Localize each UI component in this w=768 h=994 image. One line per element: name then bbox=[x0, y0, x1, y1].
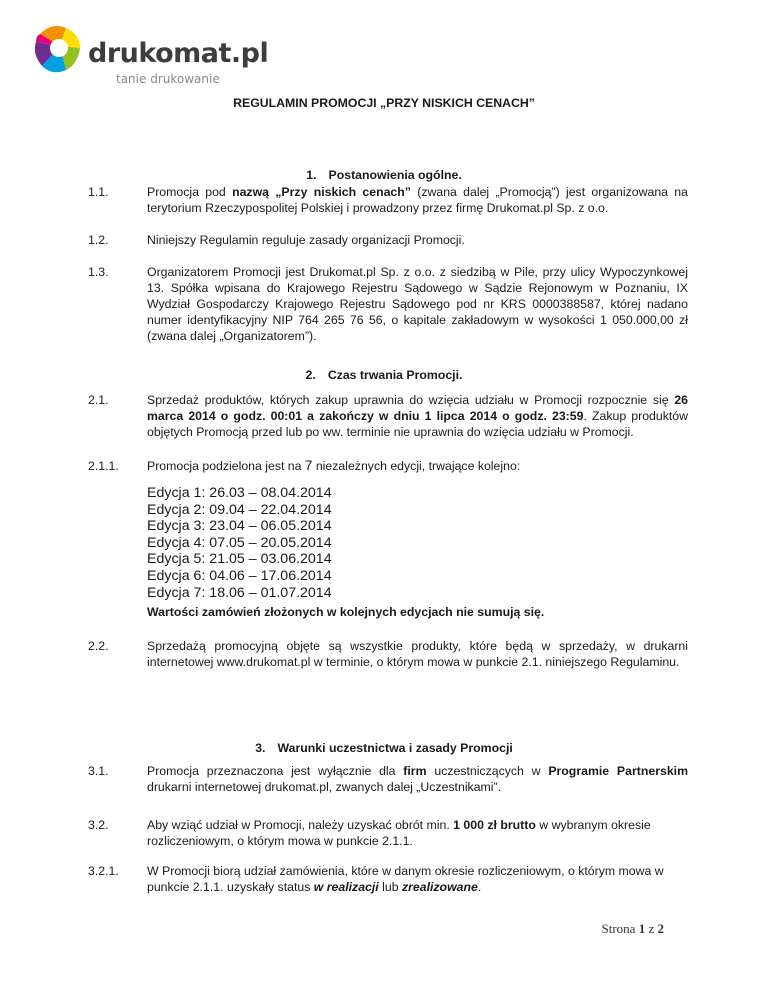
edition-item: Edycja 4: 07.05 – 20.05.2014 bbox=[147, 534, 332, 551]
clause-text: drukarni internetowej drukomat.pl, zwanych dalej „Uczestnikami”. bbox=[147, 780, 502, 794]
status-completed: zrealizowane bbox=[401, 880, 478, 894]
clause-text: niezależnych edycji, trwające kolejno: bbox=[312, 459, 521, 473]
section-3-heading bbox=[0, 741, 768, 755]
footer-label: Strona bbox=[601, 921, 636, 936]
editions-count: 7 bbox=[304, 458, 313, 473]
clause-number: 2.2. bbox=[88, 639, 109, 653]
logo-wordmark: drukomat.pl bbox=[88, 38, 269, 69]
clause-bold-text: 1 000 zł brutto bbox=[453, 818, 536, 832]
clause-body bbox=[147, 763, 688, 795]
clause-text: Sprzedaż produktów, których zakup uprawnia do wzięcia udziału w Promocji rozpocznie się bbox=[147, 393, 675, 407]
clause-text: . Zakup produktów objętych Promocją przed lub po ww. terminie nie uprawnia do wzięcia udziału w Promocji. bbox=[147, 409, 688, 439]
clause-text: w wybranym okresie rozliczeniowym, o którym mowa w punkcie 2.1.1. bbox=[147, 818, 651, 848]
clause-body: Organizatorem Promocji jest Drukomat.pl Sp. z o.o. z siedzibą w Pile, przy ulicy Wypoczynkowej 13. Spółka wpisana do Krajowego Rejestru Sądowego w Sądzie Rejonowym w Poznaniu, IX Wydział Gospodarczy Krajowego Rejestru Sądowego pod nr KRS 0000388587, której nadano numer identyfikacyjny NIP 764 265 76 56, o kapitale zakładowym w wysokości 1 050.000,00 zł (zwana dalej „Organizatorem”). bbox=[147, 265, 688, 343]
clause-body bbox=[147, 392, 688, 440]
clause-number: 3.1. bbox=[88, 764, 109, 778]
footer-separator: z bbox=[648, 921, 655, 936]
edition-item: Edycja 3: 23.04 – 06.05.2014 bbox=[147, 518, 332, 535]
section-2-heading bbox=[0, 368, 768, 382]
clause-number: 1.1. bbox=[88, 185, 109, 199]
clause-number: 3.2. bbox=[88, 818, 109, 832]
clause-body bbox=[147, 817, 688, 849]
section-2-title: Czas trwania Promocji. bbox=[327, 368, 463, 382]
section-1-title: Postanowienia ogólne. bbox=[328, 168, 462, 182]
clause-text: Promocja przeznaczona jest wyłącznie dla bbox=[147, 764, 404, 778]
clause-bold-text: Programie Partnerskim bbox=[548, 764, 689, 778]
edition-item: Edycja 7: 18.06 – 01.07.2014 bbox=[147, 584, 332, 601]
clause-number: 2.1.1. bbox=[88, 459, 119, 473]
clause-number: 3.2.1. bbox=[88, 864, 119, 878]
clause-body bbox=[147, 184, 688, 216]
section-2-number: 2. bbox=[305, 368, 316, 382]
edition-item: Edycja 1: 26.03 – 08.04.2014 bbox=[147, 485, 332, 501]
clause-text: . bbox=[477, 880, 482, 894]
edition-item: Edycja 5: 21.05 – 03.06.2014 bbox=[147, 551, 332, 568]
edition-item: Edycja 2: 09.04 – 22.04.2014 bbox=[147, 501, 332, 518]
footer-page-number: 1 bbox=[638, 921, 646, 936]
clause-bold-text: firm bbox=[403, 764, 427, 778]
logo-mark-icon bbox=[30, 20, 88, 80]
edition-item: Edycja 6: 04.06 – 17.06.2014 bbox=[147, 567, 332, 584]
clause-text: W Promocji biorą udział zamówienia, które w danym okresie rozliczeniowym, o którym mowa w punkcie 2.1.1. uzyskały status bbox=[147, 864, 664, 894]
drukomat-logo[interactable] bbox=[30, 20, 270, 86]
section-1-number: 1. bbox=[306, 168, 317, 182]
clause-body bbox=[147, 458, 688, 474]
section-3-title: Warunki uczestnictwa i zasady Promocji bbox=[277, 741, 513, 755]
clause-number: 2.1. bbox=[88, 393, 109, 407]
clause-bold-text: 26 marca 2014 o godz. 00:01 a zakończy w dniu 1 lipca 2014 o godz. 23:59 bbox=[147, 393, 688, 423]
footer-total-pages: 2 bbox=[657, 921, 664, 936]
document-title: REGULAMIN PROMOCJI „PRZY NISKICH CENACH” bbox=[233, 96, 535, 110]
clause-text: (zwana dalej „Promocją”) jest organizowana na terytorium Rzeczypospolitej Polskiej i prowadzony przez firmę Drukomat.pl Sp. z o.o. bbox=[147, 185, 688, 215]
clause-body bbox=[147, 863, 688, 895]
section-1-heading bbox=[0, 168, 768, 182]
clause-text: Promocja pod bbox=[147, 185, 233, 199]
page-footer bbox=[602, 921, 664, 937]
status-in-progress: w realizacji bbox=[313, 880, 379, 894]
clause-text: lub bbox=[378, 880, 402, 894]
section-3-number: 3. bbox=[255, 741, 266, 755]
logo-tagline: tanie drukowanie bbox=[116, 72, 220, 86]
clause-number: 1.3. bbox=[88, 265, 109, 279]
clause-body: Sprzedażą promocyjną objęte są wszystkie produkty, które będą w sprzedaży, w drukarni internetowej www.drukomat.pl w terminie, o którym mowa w punkcie 2.1. niniejszego Regulaminu. bbox=[147, 639, 688, 669]
clause-body: Niniejszy Regulamin reguluje zasady organizacji Promocji. bbox=[147, 233, 465, 247]
clause-bold-text: nazwą „Przy niskich cenach” bbox=[232, 185, 411, 199]
clause-text: Aby wziąć udział w Promocji, należy uzyskać obrót min. bbox=[147, 818, 454, 832]
editions-list bbox=[147, 485, 332, 601]
clause-text: uczestniczących w bbox=[426, 764, 549, 778]
editions-note: Wartości zamówień złożonych w kolejnych edycjach nie sumują się. bbox=[147, 605, 545, 619]
clause-number: 1.2. bbox=[88, 233, 109, 247]
clause-text: Promocja podzielona jest na bbox=[147, 459, 305, 473]
